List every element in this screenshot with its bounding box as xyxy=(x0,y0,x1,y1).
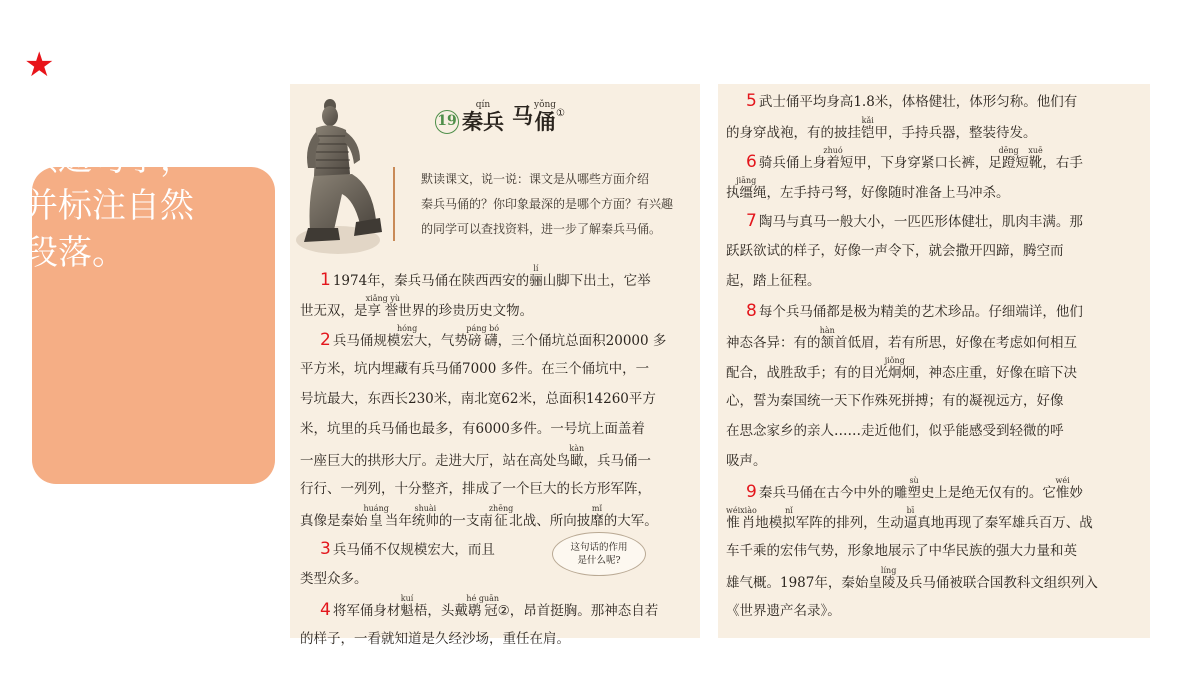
paragraph-8-line: 8 每个兵马俑都是极为精美的艺术珍品。仔细端详，他们 xyxy=(746,301,1083,321)
terracotta-warrior-illustration xyxy=(294,90,386,258)
prompt-line: 默读课文，说一说：课文是从哪些方面介绍 xyxy=(421,172,650,186)
paragraph-number: 2 xyxy=(320,330,331,350)
paragraph-8-line: 在思念家乡的亲人……走近他们，似乎能感受到轻微的呼 xyxy=(726,423,1064,439)
paragraph-7-line: 跃跃欲试的样子，好像一声令下，就会撒开四蹄，腾空而 xyxy=(726,243,1064,259)
paragraph-number: 7 xyxy=(746,211,757,231)
instruction-line-1: 默读课文， xyxy=(54,45,225,85)
paragraph-2-line: 一座巨大的拱形大厅。走进大厅，站在高处鸟瞰kàn，兵马俑一 xyxy=(300,444,651,469)
paragraph-9-line: 车千乘的宏伟气势，形象地展示了中华民族的强大力量和英 xyxy=(726,543,1077,559)
lesson-header xyxy=(290,84,700,254)
paragraph-3-line: 3 兵马俑不仅规模宏大，而且 xyxy=(320,539,495,559)
paragraph-number: 8 xyxy=(746,301,757,321)
paragraph-4-line: 4 将军俑身材魁kuí梧，头戴鹖冠hé guān②，昂首挺胸。那神态自若 xyxy=(320,594,659,620)
paragraph-number: 9 xyxy=(746,482,757,502)
paragraph-8-line: 心，誓为秦国统一天下作殊死拼搏；有的凝视远方，好像 xyxy=(726,393,1064,409)
bubble-line: 这句话的作用 xyxy=(570,542,628,553)
paragraph-7-line: 起，踏上征程。 xyxy=(726,273,821,289)
instruction-line-4: 并标注自然 xyxy=(24,186,194,226)
paragraph-2-line: 米，坑里的兵马俑也最多，有6000多件。一号坑上面盖着 xyxy=(300,421,645,437)
bubble-line: 是什么呢? xyxy=(577,555,621,566)
prompt-line: 的同学可以查找资料，进一步了解秦兵马俑。 xyxy=(421,222,662,236)
paragraph-number: 4 xyxy=(320,600,331,620)
text-body-left xyxy=(300,264,700,654)
paragraph-7-line: 7 陶马与真马一般大小，一匹匹形体健壮，肌肉丰满。那 xyxy=(746,211,1083,231)
paragraph-9-line: 《世界遗产名录》。 xyxy=(726,603,841,619)
instruction-line-3: 读通句子， xyxy=(24,139,194,179)
instruction-text xyxy=(24,42,274,277)
lesson-title-part2: 马 xyxy=(512,103,533,128)
paragraph-number: 5 xyxy=(746,91,757,111)
paragraph-9-line: 雄气概。1987年，秦始皇陵líng及兵马俑被联合国教科文组织列入 xyxy=(726,566,1098,591)
paragraph-3-line: 类型众多。 xyxy=(300,571,368,587)
instruction-line-5: 段落。 xyxy=(24,233,126,273)
lesson-title-part1: 秦兵qín xyxy=(462,100,504,134)
paragraph-number: 3 xyxy=(320,539,331,559)
paragraph-8-line: 神态各异：有的颔hàn首低眉，若有所思，好像在考虑如何相互 xyxy=(726,326,1077,351)
textbook-page-left xyxy=(290,84,700,647)
title-footnote-marker: ① xyxy=(556,108,565,119)
paragraph-1-line: 世无双，是享誉xiǎng yù世界的珍贵历史文物。 xyxy=(300,294,534,319)
paragraph-8-line: 吸声。 xyxy=(726,453,767,469)
paragraph-6-line: 6 骑兵俑上身着zhuó短甲，下身穿紧口长裤，足蹬dēng短靴xuē，右手 xyxy=(746,146,1083,172)
paragraph-number: 1 xyxy=(320,270,331,290)
paragraph-5-line: 的身穿战袍，有的披挂铠kǎi甲，手持兵器，整装待发。 xyxy=(726,116,1037,141)
paragraph-2-line: 2 兵马俑规模宏hóng大，气势磅礴páng bó，三个俑坑总面积20000 多 xyxy=(320,324,667,350)
paragraph-2-line: 号坑最大，东西长230米，南北宽62米，总面积14260平方 xyxy=(300,391,656,407)
star-icon: ★ xyxy=(24,45,55,85)
text-body-right xyxy=(726,86,1150,626)
instruction-line-2: 读准字音， xyxy=(24,92,194,132)
paragraph-4-line: 的样子，一看就知道是久经沙场，重任在肩。 xyxy=(300,631,570,647)
paragraph-6-line: 执缰jiāng绳，左手持弓弩，好像随时准备上马冲杀。 xyxy=(726,176,1010,201)
paragraph-9-line: 惟wéi肖xiào地模拟nǐ军阵的排列，生动逼bī真地再现了秦军雄兵百万、战 xyxy=(726,506,1093,531)
paragraph-5-line: 5 武士俑平均身高1.8米，体格健壮，体形匀称。他们有 xyxy=(746,91,1078,111)
paragraph-9-line: 9 秦兵马俑在古今中外的雕塑sù史上是绝无仅有的。它惟wéi妙 xyxy=(746,476,1083,502)
paragraph-2-line: 行行、一列列，十分整齐，排成了一个巨大的长方形军阵， xyxy=(300,481,651,497)
paragraph-8-line: 配合，战胜敌手；有的目光炯jiǒng炯，神态庄重，好像在暗下决 xyxy=(726,356,1077,381)
paragraph-2-line: 平方米，坑内埋藏有兵马俑7000 多件。在三个俑坑中，一 xyxy=(300,361,650,377)
lesson-number-badge: 19 xyxy=(435,110,459,134)
lesson-title-part3: 俑yǒng xyxy=(534,100,557,134)
prompt-line: 秦兵马俑的？你印象最深的是哪个方面？有兴趣 xyxy=(421,197,674,211)
paragraph-1-line: 1 1974年，秦兵马俑在陕西西安的骊lí山脚下出土，它举 xyxy=(320,264,651,290)
paragraph-2-line: 真像是秦始皇huáng当年统帅shuài的一支南征zhēng北战、所向披靡mǐ的大军。 xyxy=(300,504,658,529)
reading-prompt xyxy=(393,167,688,241)
textbook-page-right xyxy=(718,84,1150,638)
paragraph-number: 6 xyxy=(746,152,757,172)
thought-bubble-note xyxy=(552,532,646,576)
